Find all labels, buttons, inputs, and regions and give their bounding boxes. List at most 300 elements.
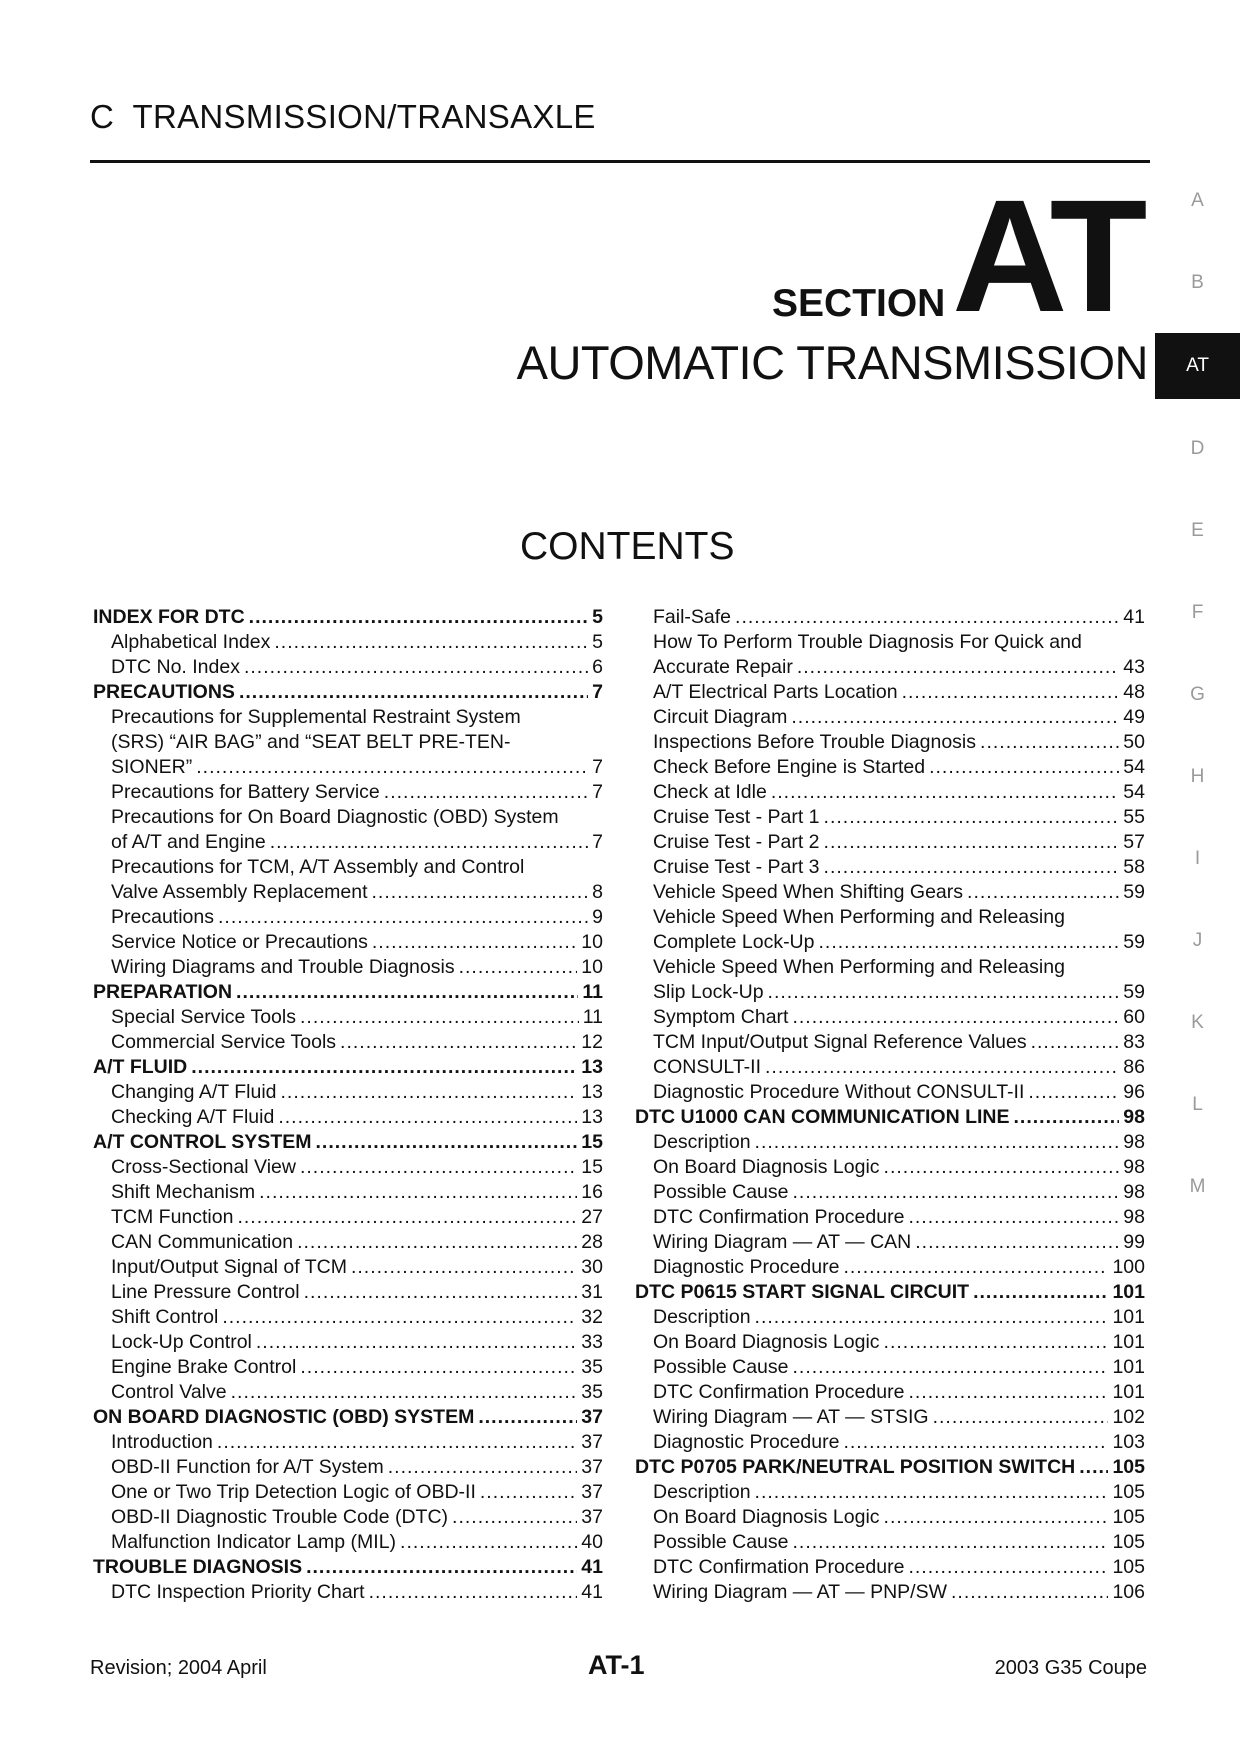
toc-entry-title: DTC P0615 START SIGNAL CIRCUIT [635,1281,970,1303]
footer-model: 2003 G35 Coupe [994,1657,1147,1679]
section-label: SECTION [772,282,946,325]
toc-entry-page: 59 [1123,931,1145,953]
toc-entry-page: 32 [581,1306,603,1328]
toc-entry-title: Possible Cause [653,1531,789,1553]
toc-entry-page: 33 [581,1331,603,1353]
toc-entry-page: 98 [1123,1156,1145,1178]
toc-leader-dots [902,680,1120,705]
toc-leader-dots [400,1530,577,1555]
toc-leader-dots [196,755,588,780]
toc-entry-title: Diagnostic Procedure Without CONSULT-II [653,1081,1025,1103]
toc-entry-page: 101 [1112,1331,1145,1353]
toc-entry-page: 37 [581,1506,603,1528]
toc-entry-title: Slip Lock-Up [653,981,764,1003]
toc-entry[interactable] [635,705,1145,730]
side-tab-d[interactable]: D [1190,438,1205,459]
chapter-letter: C [90,98,115,135]
toc-entry[interactable] [93,630,603,655]
toc-entry[interactable] [93,730,603,755]
toc-leader-dots [249,605,588,630]
toc-entry[interactable] [93,755,603,780]
toc-entry-title: Commercial Service Tools [111,1031,337,1053]
toc-entry[interactable] [93,1530,603,1555]
toc-entry-page: 37 [581,1456,603,1478]
toc-entry[interactable] [635,655,1145,680]
toc-leader-dots [755,1305,1109,1330]
toc-leader-dots [908,1380,1108,1405]
toc-heading-entry[interactable] [93,1130,603,1155]
toc-leader-dots [459,955,578,980]
toc-leader-dots [237,1205,577,1230]
toc-entry-page: 27 [581,1206,603,1228]
toc-heading-entry[interactable] [635,1455,1145,1480]
toc-entry[interactable] [635,730,1145,755]
toc-entry-page: 12 [581,1031,603,1053]
toc-entry-page: 105 [1112,1556,1145,1578]
toc-entry[interactable] [635,1180,1145,1205]
toc-entry-title: SIONER” [111,756,193,778]
toc-entry-title: OBD-II Diagnostic Trouble Code (DTC) [111,1506,449,1528]
toc-leader-dots [300,1155,577,1180]
toc-entry-page: 105 [1112,1456,1145,1478]
toc-leader-dots [884,1505,1109,1530]
toc-entry-title: TROUBLE DIAGNOSIS [93,1556,303,1578]
toc-leader-dots [735,605,1119,630]
toc-entry-page: 49 [1123,706,1145,728]
toc-entry-page: 13 [581,1056,603,1078]
toc-entry-page: 7 [592,831,603,853]
toc-entry-page: 98 [1123,1106,1145,1128]
toc-entry[interactable] [93,1230,603,1255]
toc-leader-dots [1031,1030,1120,1055]
toc-leader-dots [239,680,588,705]
toc-entry-page: 8 [592,881,603,903]
toc-entry-title: DTC Confirmation Procedure [653,1206,905,1228]
toc-leader-dots [768,980,1120,1005]
toc-entry[interactable] [93,880,603,905]
side-tab-f[interactable]: F [1191,602,1204,623]
toc-entry[interactable] [635,1555,1145,1580]
toc-entry[interactable] [635,1305,1145,1330]
toc-leader-dots [824,805,1120,830]
toc-leader-dots [297,1230,577,1255]
toc-leader-dots [908,1555,1108,1580]
toc-entry-title: Possible Cause [653,1181,789,1203]
toc-entry[interactable] [635,1330,1145,1355]
toc-leader-dots [973,1280,1108,1305]
toc-entry[interactable] [635,1355,1145,1380]
toc-entry-title: Precautions for On Board Diagnostic (OBD) System [111,806,559,828]
toc-entry-page: 60 [1123,1006,1145,1028]
toc-entry-title: Changing A/T Fluid [111,1081,277,1103]
toc-entry-title: Accurate Repair [653,656,793,678]
side-tab-l[interactable]: L [1192,1094,1203,1115]
toc-entry[interactable] [93,1180,603,1205]
toc-entry[interactable] [635,830,1145,855]
toc-entry-page: 98 [1123,1181,1145,1203]
toc-entry[interactable] [635,1430,1145,1455]
toc-entry-title: Control Valve [111,1381,227,1403]
toc-entry-title: Wiring Diagram — AT — CAN [653,1231,912,1253]
toc-leader-dots [915,1230,1119,1255]
toc-entry-page: 54 [1123,781,1145,803]
toc-entry[interactable] [93,1430,603,1455]
toc-entry-page: 7 [592,681,603,703]
toc-entry-page: 105 [1112,1481,1145,1503]
toc-entry[interactable] [93,1380,603,1405]
toc-entry-title: Checking A/T Fluid [111,1106,275,1128]
toc-entry-title: On Board Diagnosis Logic [653,1506,880,1528]
toc-entry[interactable] [93,1005,603,1030]
toc-entry-page: 15 [581,1156,603,1178]
toc-entry-title: Fail-Safe [653,606,732,628]
toc-entry[interactable] [93,930,603,955]
toc-heading-entry[interactable] [93,1055,603,1080]
toc-entry-title: Lock-Up Control [111,1331,252,1353]
toc-entry-title: (SRS) “AIR BAG” and “SEAT BELT PRE-TEN- [111,731,511,753]
toc-leader-dots [791,705,1119,730]
toc-entry-page: 10 [581,931,603,953]
toc-entry-page: 7 [592,781,603,803]
toc-entry-title: OBD-II Function for A/T System [111,1456,384,1478]
toc-left-column [93,605,603,1605]
toc-entry-title: of A/T and Engine [111,831,266,853]
toc-entry[interactable] [93,1280,603,1305]
toc-entry-title: PRECAUTIONS [93,681,235,703]
side-tab-j[interactable]: J [1192,930,1203,951]
toc-entry-title: Malfunction Indicator Lamp (MIL) [111,1531,397,1553]
toc-leader-dots [315,1130,577,1155]
toc-entry-page: 9 [592,906,603,928]
toc-heading-entry[interactable] [93,680,603,705]
toc-entry-title: Vehicle Speed When Performing and Releasing [653,956,1065,978]
side-tab-i[interactable]: I [1194,848,1201,869]
toc-entry-page: 6 [592,656,603,678]
toc-leader-dots [771,780,1119,805]
toc-entry-page: 13 [581,1106,603,1128]
toc-entry-title: Cruise Test - Part 1 [653,806,820,828]
toc-heading-entry[interactable] [635,1280,1145,1305]
toc-leader-dots [843,1255,1108,1280]
section-code: AT [952,166,1142,345]
toc-leader-dots [884,1330,1109,1355]
toc-entry[interactable] [635,905,1145,930]
toc-entry-title: On Board Diagnosis Logic [653,1331,880,1353]
side-tab-m[interactable]: M [1189,1176,1206,1197]
toc-leader-dots [951,1580,1108,1605]
toc-entry-title: Cruise Test - Part 3 [653,856,820,878]
side-tab-g[interactable]: G [1190,684,1205,705]
toc-entry-page: 11 [582,981,603,1003]
toc-entry[interactable] [635,955,1145,980]
toc-entry[interactable] [635,1405,1145,1430]
toc-entry[interactable] [93,1305,603,1330]
toc-entry-page: 31 [581,1281,603,1303]
toc-heading-entry[interactable] [635,1105,1145,1130]
toc-leader-dots [1028,1080,1119,1105]
toc-entry-title: How To Perform Trouble Diagnosis For Quick and [653,631,1082,653]
contents-heading: CONTENTS [520,525,735,568]
toc-leader-dots [222,1305,577,1330]
toc-leader-dots [452,1505,577,1530]
toc-entry[interactable] [93,955,603,980]
footer-revision: Revision; 2004 April [90,1657,267,1679]
toc-leader-dots [824,855,1120,880]
toc-entry[interactable] [635,1530,1145,1555]
toc-entry[interactable] [93,1105,603,1130]
toc-entry[interactable] [635,1055,1145,1080]
toc-entry-title: On Board Diagnosis Logic [653,1156,880,1178]
toc-entry[interactable] [93,1205,603,1230]
toc-entry[interactable] [635,1505,1145,1530]
toc-entry[interactable] [635,855,1145,880]
toc-entry[interactable] [635,1255,1145,1280]
toc-entry-page: 102 [1112,1406,1145,1428]
toc-entry-title: Engine Brake Control [111,1356,297,1378]
toc-entry[interactable] [635,805,1145,830]
chapter-title [90,98,596,136]
toc-entry-title: Precautions for Supplemental Restraint System [111,706,521,728]
toc-entry[interactable] [93,855,603,880]
toc-entry-title: Check Before Engine is Started [653,756,926,778]
toc-entry[interactable] [93,655,603,680]
toc-leader-dots [351,1255,577,1280]
toc-entry[interactable] [93,1255,603,1280]
side-tab-at[interactable]: AT [1155,333,1240,399]
toc-leader-dots [236,980,578,1005]
toc-entry-title: Cruise Test - Part 2 [653,831,820,853]
toc-leader-dots [340,1030,577,1055]
toc-entry[interactable] [635,1580,1145,1605]
toc-entry-title: Valve Assembly Replacement [111,881,368,903]
toc-leader-dots [792,1005,1119,1030]
toc-entry-title: Cross-Sectional View [111,1156,296,1178]
toc-leader-dots [967,880,1119,905]
toc-heading-entry[interactable] [93,980,603,1005]
toc-leader-dots [304,1280,578,1305]
toc-entry-title: DTC Confirmation Procedure [653,1556,905,1578]
toc-entry-page: 10 [581,956,603,978]
toc-leader-dots [755,1480,1109,1505]
toc-entry-page: 99 [1123,1231,1145,1253]
toc-entry-title: ON BOARD DIAGNOSTIC (OBD) SYSTEM [93,1406,475,1428]
toc-entry-title: DTC Confirmation Procedure [653,1381,905,1403]
toc-leader-dots [793,1180,1120,1205]
toc-leader-dots [300,1355,577,1380]
toc-entry[interactable] [635,880,1145,905]
toc-leader-dots [980,730,1119,755]
toc-entry[interactable] [93,705,603,730]
toc-entry-page: 59 [1123,881,1145,903]
toc-entry[interactable] [93,1080,603,1105]
toc-entry[interactable] [635,1130,1145,1155]
toc-entry[interactable] [635,755,1145,780]
toc-entry-page: 5 [592,606,603,628]
toc-entry-title: TCM Input/Output Signal Reference Values [653,1031,1027,1053]
toc-entry[interactable] [93,1355,603,1380]
side-tab-h[interactable]: H [1190,766,1205,787]
toc-entry[interactable] [635,1230,1145,1255]
header-divider [90,160,1150,163]
toc-entry[interactable] [93,905,603,930]
toc-heading-entry[interactable] [93,1405,603,1430]
toc-entry[interactable] [93,1580,603,1605]
toc-leader-dots [818,930,1119,955]
toc-heading-entry[interactable] [93,605,603,630]
toc-entry-title: CAN Communication [111,1231,294,1253]
toc-entry[interactable] [635,1080,1145,1105]
toc-entry-page: 16 [581,1181,603,1203]
chapter-name: TRANSMISSION/TRANSAXLE [132,98,596,135]
toc-entry[interactable] [635,1155,1145,1180]
toc-entry-title: Shift Mechanism [111,1181,256,1203]
toc-entry-title: Diagnostic Procedure [653,1256,840,1278]
toc-entry-title: Special Service Tools [111,1006,296,1028]
toc-leader-dots [369,1580,578,1605]
toc-entry[interactable] [635,780,1145,805]
toc-entry-page: 7 [592,756,603,778]
toc-leader-dots [1014,1105,1120,1130]
toc-entry-page: 37 [581,1431,603,1453]
toc-entry-title: TCM Function [111,1206,234,1228]
toc-entry-title: Precautions for TCM, A/T Assembly and Control [111,856,525,878]
toc-entry[interactable] [635,1380,1145,1405]
toc-leader-dots [908,1205,1119,1230]
toc-entry[interactable] [93,1155,603,1180]
toc-entry[interactable] [93,1330,603,1355]
toc-entry-page: 105 [1112,1531,1145,1553]
toc-entry-page: 50 [1123,731,1145,753]
toc-leader-dots [755,1130,1120,1155]
toc-entry[interactable] [635,1030,1145,1055]
toc-entry-page: 30 [581,1256,603,1278]
toc-entry-page: 98 [1123,1206,1145,1228]
toc-entry[interactable] [93,1480,603,1505]
toc-leader-dots [218,905,588,930]
toc-entry-title: Possible Cause [653,1356,789,1378]
toc-entry[interactable] [635,1480,1145,1505]
side-tab-k[interactable]: K [1191,1012,1204,1033]
toc-entry-title: Wiring Diagrams and Trouble Diagnosis [111,956,455,978]
toc-entry[interactable] [635,1205,1145,1230]
toc-heading-entry[interactable] [93,1555,603,1580]
section-name: AUTOMATIC TRANSMISSION [516,336,1148,389]
toc-leader-dots [372,930,577,955]
toc-leader-dots [384,780,588,805]
side-tab-b[interactable]: B [1191,272,1204,293]
toc-entry-title: DTC U1000 CAN COMMUNICATION LINE [635,1106,1010,1128]
toc-entry-page: 54 [1123,756,1145,778]
toc-entry-page: 13 [581,1081,603,1103]
toc-leader-dots [884,1155,1120,1180]
toc-entry-page: 57 [1123,831,1145,853]
toc-entry-title: DTC Inspection Priority Chart [111,1581,365,1603]
toc-entry-page: 58 [1123,856,1145,878]
toc-entry-title: DTC No. Index [111,656,240,678]
toc-entry[interactable] [93,1455,603,1480]
toc-entry-title: Diagnostic Procedure [653,1431,840,1453]
toc-entry[interactable] [93,1505,603,1530]
toc-entry-title: CONSULT-II [653,1056,761,1078]
toc-entry-title: Alphabetical Index [111,631,271,653]
toc-entry-title: Introduction [111,1431,213,1453]
toc-entry-page: 41 [581,1581,603,1603]
toc-entry-page: 105 [1112,1506,1145,1528]
toc-entry-title: Shift Control [111,1306,219,1328]
toc-entry-title: PREPARATION [93,981,233,1003]
toc-leader-dots [793,1355,1109,1380]
toc-entry-page: 11 [582,1006,603,1028]
toc-entry-title: Vehicle Speed When Performing and Releasing [653,906,1065,928]
toc-entry-page: 41 [1123,606,1145,628]
toc-entry-title: One or Two Trip Detection Logic of OBD-II [111,1481,476,1503]
toc-entry[interactable] [635,630,1145,655]
toc-entry-title: DTC P0705 PARK/NEUTRAL POSITION SWITCH [635,1456,1076,1478]
toc-leader-dots [765,1055,1119,1080]
toc-leader-dots [270,830,588,855]
toc-entry-page: 35 [581,1356,603,1378]
side-tab-a[interactable]: A [1191,190,1204,211]
toc-leader-dots [843,1430,1108,1455]
toc-entry-title: Check at Idle [653,781,767,803]
toc-entry-page: 103 [1112,1431,1145,1453]
toc-entry[interactable] [93,1030,603,1055]
toc-entry-title: Description [653,1131,751,1153]
toc-entry-page: 48 [1123,681,1145,703]
toc-leader-dots [478,1405,577,1430]
toc-entry[interactable] [635,680,1145,705]
toc-leader-dots [244,655,588,680]
toc-leader-dots [793,1530,1109,1555]
toc-leader-dots [480,1480,577,1505]
section-index-tabs [1155,0,1240,1755]
toc-leader-dots [256,1330,577,1355]
toc-leader-dots [300,1005,579,1030]
toc-entry-title: A/T CONTROL SYSTEM [93,1131,312,1153]
toc-entry-page: 28 [581,1231,603,1253]
toc-entry[interactable] [635,605,1145,630]
toc-entry-title: Vehicle Speed When Shifting Gears [653,881,964,903]
toc-entry-page: 86 [1123,1056,1145,1078]
side-tab-e[interactable]: E [1191,520,1204,541]
toc-entry-title: A/T FLUID [93,1056,188,1078]
toc-entry-page: 59 [1123,981,1145,1003]
toc-entry-title: Symptom Chart [653,1006,789,1028]
toc-entry-title: Inspections Before Trouble Diagnosis [653,731,977,753]
toc-entry[interactable] [93,780,603,805]
toc-entry-title: Circuit Diagram [653,706,788,728]
toc-entry[interactable] [93,805,603,830]
toc-leader-dots [191,1055,577,1080]
toc-entry-title: Precautions [111,906,214,928]
toc-leader-dots [231,1380,578,1405]
toc-entry[interactable] [635,930,1145,955]
toc-leader-dots [278,1105,577,1130]
toc-entry-title: Description [653,1481,751,1503]
toc-entry-page: 37 [581,1406,603,1428]
footer-page-number: AT-1 [588,1650,645,1680]
toc-entry-page: 83 [1123,1031,1145,1053]
toc-entry[interactable] [93,830,603,855]
toc-leader-dots [388,1455,578,1480]
toc-entry-title: Complete Lock-Up [653,931,815,953]
toc-entry[interactable] [635,1005,1145,1030]
toc-entry-title: Wiring Diagram — AT — STSIG [653,1406,929,1428]
toc-entry[interactable] [635,980,1145,1005]
toc-entry-page: 101 [1112,1356,1145,1378]
toc-entry-title: Service Notice or Precautions [111,931,368,953]
toc-entry-page: 101 [1112,1281,1145,1303]
